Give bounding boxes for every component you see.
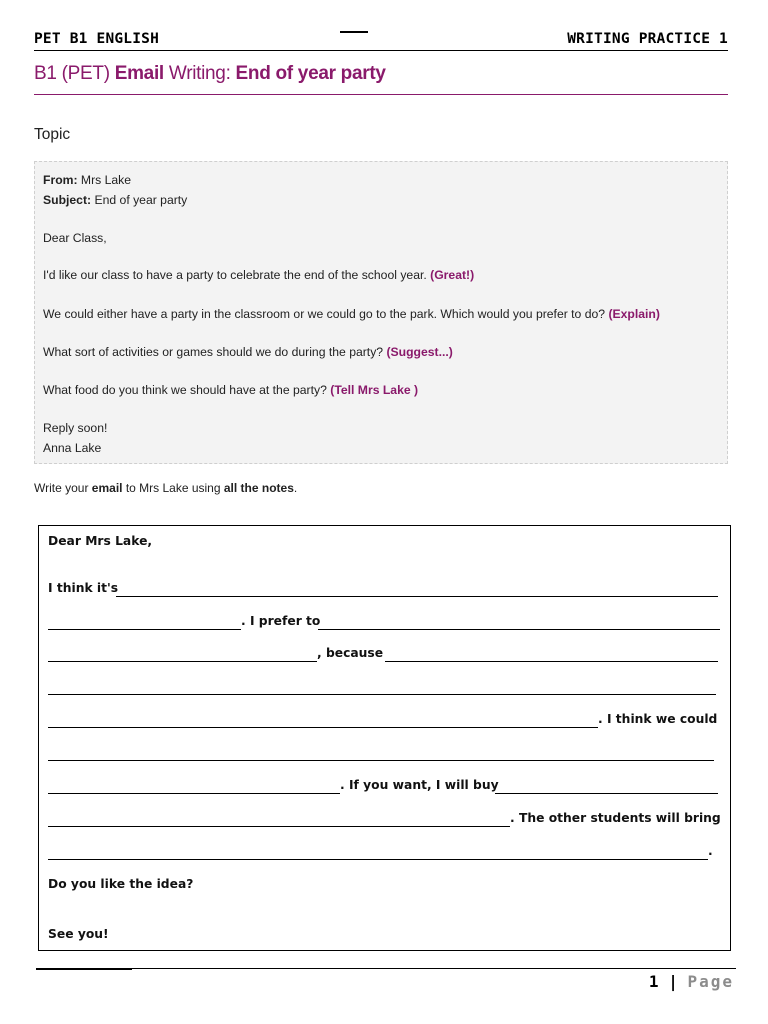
answer-text-7: . <box>708 844 713 858</box>
answer-row-2 <box>48 610 718 630</box>
blank-line-9[interactable] <box>48 859 708 860</box>
blank-line-2b[interactable] <box>318 629 720 630</box>
email-subject <box>43 193 187 207</box>
answer-question: Do you like the idea? <box>48 877 194 891</box>
email-line-4 <box>43 383 418 397</box>
answer-text-5: . If you want, I will buy <box>340 778 499 792</box>
email-note-1: (Great!) <box>430 268 475 282</box>
blank-line-4[interactable] <box>48 694 716 695</box>
page-label: Page <box>687 972 734 991</box>
instruction-email: email <box>91 481 123 495</box>
answer-closing-row <box>48 923 718 943</box>
blank-line-2a[interactable] <box>48 629 241 630</box>
answer-question-row <box>48 873 718 893</box>
instruction-part: . <box>293 481 298 495</box>
answer-template-box <box>38 525 731 951</box>
email-signoff: Reply soon! <box>43 421 108 435</box>
page-number <box>649 972 734 991</box>
blank-line-8[interactable] <box>48 826 510 827</box>
answer-text-1: I think it's <box>48 581 119 595</box>
blank-line-3b[interactable] <box>385 661 718 662</box>
task-instruction <box>34 481 297 495</box>
answer-greeting: Dear Mrs Lake, <box>48 534 153 548</box>
answer-row-8 <box>48 807 721 827</box>
title-topic: End of year party <box>235 63 386 84</box>
email-note-4: (Tell Mrs Lake ) <box>330 383 419 397</box>
subject-label: Subject: <box>43 193 92 207</box>
answer-greeting-row <box>48 530 718 550</box>
title-level: B1 (PET) <box>34 63 115 84</box>
instruction-notes: all the notes <box>223 481 294 495</box>
title-writing: Writing: <box>163 63 236 84</box>
page-header <box>34 31 728 51</box>
instruction-part: Write your <box>34 481 92 495</box>
answer-row-5 <box>48 708 718 728</box>
blank-line-1[interactable] <box>116 596 718 597</box>
page-number-value: 1 <box>648 972 659 991</box>
email-line-3 <box>43 345 453 359</box>
email-line-2-text: We could either have a party in the classroom or we could go to the park. Which would you prefer to do? <box>43 307 609 321</box>
title-email: Email <box>114 63 164 84</box>
email-from <box>43 173 131 187</box>
blank-line-7b[interactable] <box>495 793 718 794</box>
answer-text-6: . The other students will bring <box>510 811 721 825</box>
answer-text-2: . I prefer to <box>241 614 321 628</box>
from-label: From: <box>43 173 78 187</box>
answer-text-3: , because <box>317 646 384 660</box>
answer-row-9 <box>48 840 718 860</box>
answer-row-1 <box>48 577 718 597</box>
page-separator: | <box>658 972 688 991</box>
answer-row-7 <box>48 774 718 794</box>
topic-heading: Topic <box>34 126 71 143</box>
page-title <box>34 63 728 95</box>
blank-line-5[interactable] <box>48 727 598 728</box>
email-line-2 <box>43 307 660 321</box>
answer-closing: See you! <box>48 927 109 941</box>
answer-text-4: . I think we could <box>598 712 718 726</box>
email-signature: Anna Lake <box>43 441 102 455</box>
blank-line-7a[interactable] <box>48 793 340 794</box>
subject-value: End of year party <box>91 193 188 207</box>
email-note-2: (Explain) <box>608 307 660 321</box>
header-course: PET B1 ENGLISH <box>34 31 160 47</box>
footer-divider-accent <box>36 968 132 970</box>
email-note-3: (Suggest...) <box>386 345 453 359</box>
email-prompt-box <box>34 161 728 464</box>
email-line-1 <box>43 268 474 282</box>
email-line-3-text: What sort of activities or games should we do during the party? <box>43 345 387 359</box>
email-greeting: Dear Class, <box>43 231 107 245</box>
header-practice: WRITING PRACTICE 1 <box>567 31 728 47</box>
header-divider-mark <box>340 31 368 33</box>
answer-row-3 <box>48 642 718 662</box>
instruction-part: to Mrs Lake using <box>122 481 224 495</box>
from-value: Mrs Lake <box>77 173 132 187</box>
email-line-1-text: I'd like our class to have a party to celebrate the end of the school year. <box>43 268 431 282</box>
answer-row-4 <box>48 675 718 695</box>
blank-line-6[interactable] <box>48 760 714 761</box>
answer-row-6 <box>48 741 718 761</box>
email-line-4-text: What food do you think we should have at the party? <box>43 383 331 397</box>
footer-divider <box>36 968 736 969</box>
blank-line-3a[interactable] <box>48 661 317 662</box>
